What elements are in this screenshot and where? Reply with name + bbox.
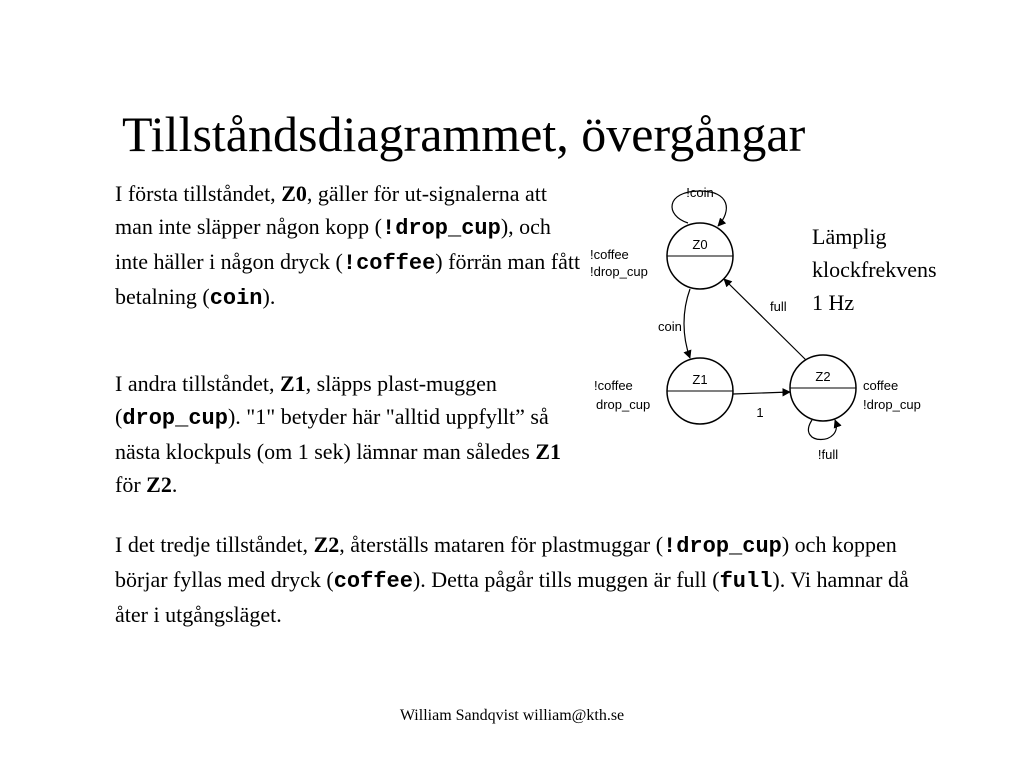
z2-self-loop-label: !full: [817, 447, 839, 462]
state-z2: [790, 355, 856, 421]
state-z2-label: Z2: [815, 369, 831, 384]
z2-output-1: coffee: [863, 378, 899, 393]
z2-output-2: !drop_cup: [863, 397, 921, 412]
z0-output-1: !coffee: [590, 247, 629, 262]
edge-z0-z1: [684, 289, 690, 358]
z1-output-1: !coffee: [594, 378, 633, 393]
z1-output-2: drop_cup: [596, 397, 651, 412]
edge-z2-z0: [724, 279, 806, 360]
slide-title: Tillståndsdiagrammet, övergångar: [122, 106, 806, 162]
state-diagram: [580, 176, 950, 466]
state-z1: [667, 358, 733, 424]
z2-self-loop: [808, 420, 836, 440]
z0-output-2: !drop_cup: [590, 264, 648, 279]
footer-author: William Sandqvist william@kth.se: [399, 707, 625, 724]
z0-self-loop-label: !coin: [686, 185, 714, 200]
edge-z1-z2-label: 1: [756, 405, 764, 420]
state-z1-label: Z1: [692, 372, 708, 387]
paragraph-state-z0: I första tillståndet, Z0, gäller för ut-signalerna att man inte släpper någon kopp (!drop_cup), och inte häller i någon dryck (!coffee) förrän man fått betalning (coin).: [115, 181, 581, 311]
edge-z0-z1-label: coin: [658, 319, 682, 334]
paragraph-state-z1: I andra tillståndet, Z1, släpps plast-muggen (drop_cup). "1" betyder här "alltid uppfyllt” så nästa klockpuls (om 1 sek) lämnar man således Z1 för Z2.: [115, 371, 562, 497]
state-z0-label: Z0: [692, 237, 708, 252]
paragraph-state-z2: I det tredje tillståndet, Z2, återställs mataren för plastmuggar (!drop_cup) och koppen börjar fyllas med dryck (coffee). Detta pågår tills muggen är full (full). Vi hamnar då åter i utgångsläget.: [115, 532, 909, 627]
edge-z2-z0-label: full: [770, 299, 787, 314]
clock-frequency-note: Lämplig klockfrekvens 1 Hz: [812, 224, 937, 315]
state-z0: [667, 223, 733, 289]
edge-z1-z2: [733, 392, 790, 394]
